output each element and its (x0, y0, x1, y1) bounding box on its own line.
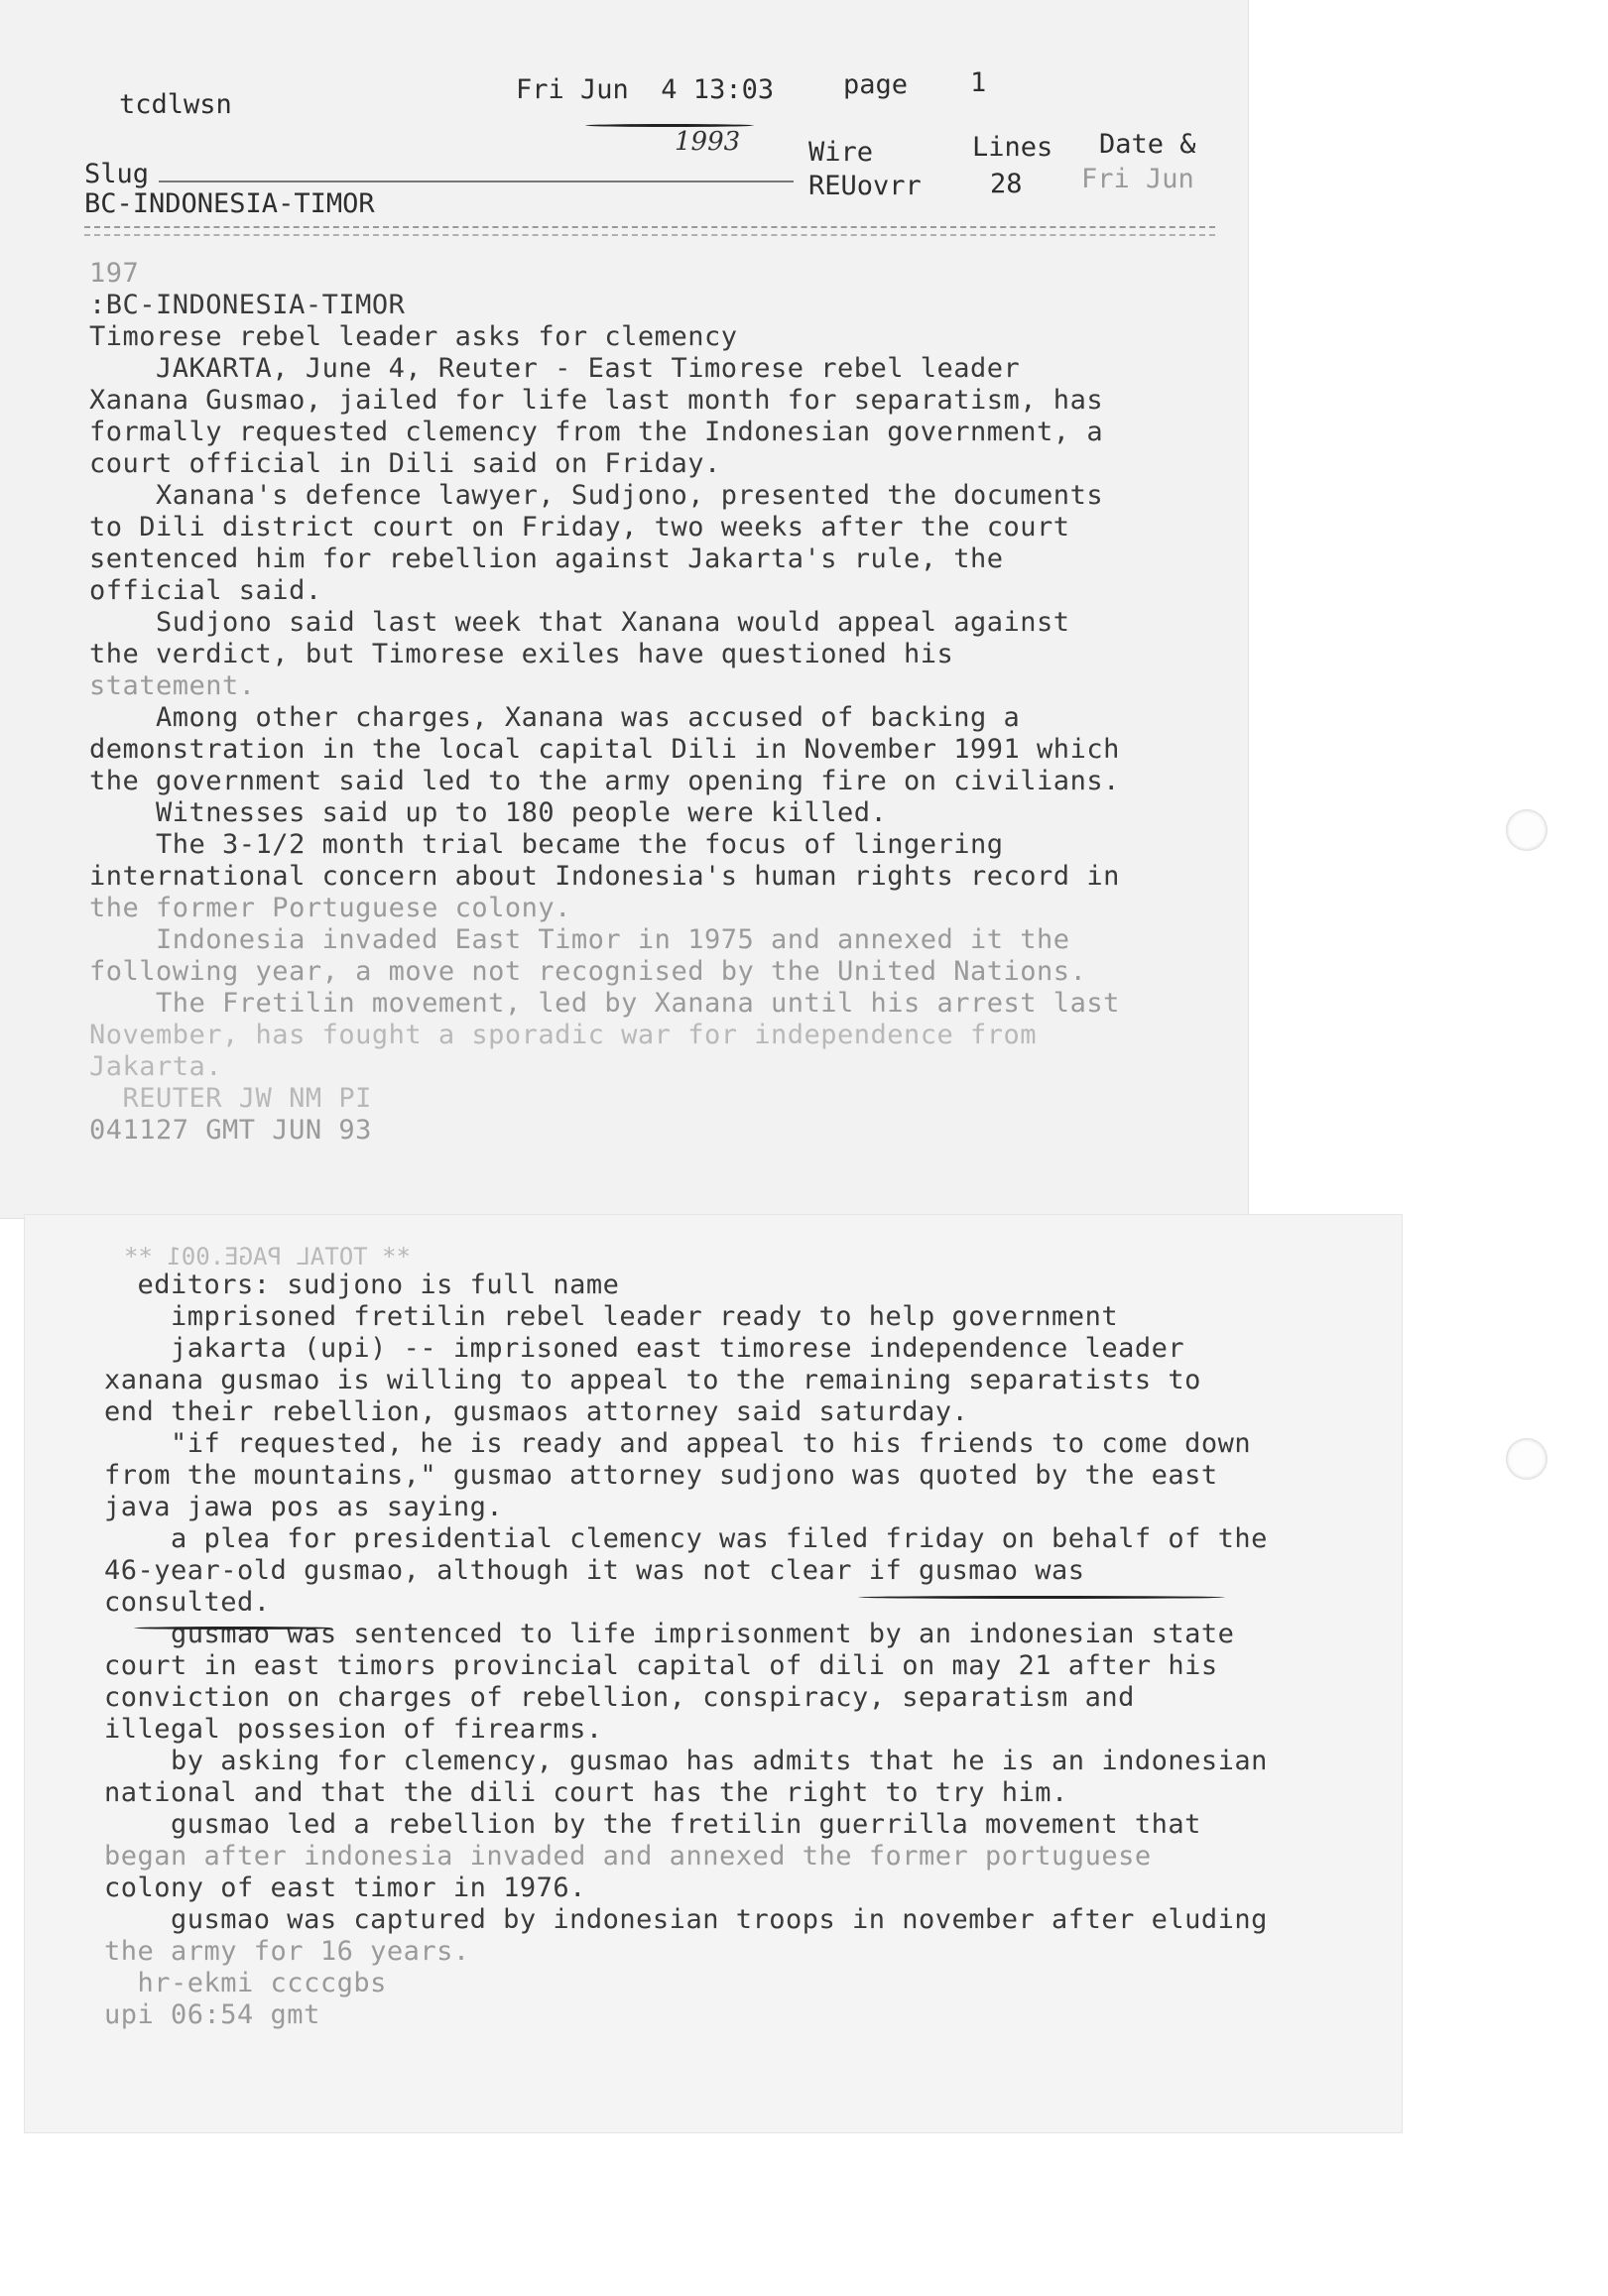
mirrored-total-page: ** TOTAL PAGE.001 ** (124, 1243, 411, 1270)
reuters-clipping (0, 0, 1248, 1218)
header-separator (84, 226, 1215, 228)
story-line: conviction on charges of rebellion, conspiracy, separatism and (104, 1682, 1135, 1713)
upi-clipping (25, 1215, 1402, 2132)
story-line: java jawa pos as saying. (104, 1492, 504, 1522)
story-line: November, has fought a sporadic war for independence from (89, 1020, 1038, 1050)
story-line: official said. (89, 575, 322, 606)
story-headline: Timorese rebel leader asks for clemency (89, 321, 738, 352)
date-label: Date & (1099, 129, 1196, 160)
story-line: jakarta (upi) -- imprisoned east timorese independence leader (104, 1333, 1185, 1364)
reverse-side-bleed (40, 2142, 1171, 2271)
wire-label: Wire (808, 137, 874, 168)
story-line: Jakarta. (89, 1051, 223, 1082)
story-line: by asking for clemency, gusmao has admits that he is an indonesian (104, 1746, 1268, 1776)
punch-hole (1506, 1438, 1547, 1480)
story-line: national and that the dili court has the right to try him. (104, 1777, 1068, 1808)
header-separator-2 (84, 234, 1215, 236)
wire-value: REUovrr (808, 171, 922, 201)
page-label: page (843, 69, 909, 100)
story-line: gusmao was sentenced to life imprisonment by an indonesian state (104, 1619, 1235, 1649)
lines-value: 28 (990, 169, 1023, 199)
page-number: 1 (970, 67, 987, 98)
story-line: court official in Dili said on Friday. (89, 448, 721, 479)
story-line: demonstration in the local capital Dili in November 1991 which (89, 734, 1120, 765)
story-line: colony of east timor in 1976. (104, 1873, 586, 1903)
story-line: editors: sudjono is full name (104, 1269, 620, 1300)
date-value: Fri Jun (1081, 164, 1194, 194)
lines-label: Lines (972, 132, 1053, 163)
story-line: began after indonesia invaded and annexed the former portuguese (104, 1841, 1152, 1872)
story-line: Xanana Gusmao, jailed for life last month for separatism, has (89, 385, 1104, 416)
story-line: the verdict, but Timorese exiles have questioned his (89, 639, 954, 669)
story-signoff: REUTER JW NM PI (89, 1083, 372, 1114)
print-datetime: Fri Jun 4 13:03 (516, 74, 775, 105)
story-line: "if requested, he is ready and appeal to his friends to come down (104, 1428, 1252, 1459)
story-line: Among other charges, Xanana was accused of backing a (89, 702, 1021, 733)
upi-story (104, 1269, 1394, 2031)
story-line: Witnesses said up to 180 people were killed. (89, 797, 888, 828)
story-line: gusmao was captured by indonesian troops in november after eluding (104, 1904, 1268, 1935)
story-line: gusmao led a rebellion by the fretilin guerrilla movement that (104, 1809, 1201, 1840)
story-line: the army for 16 years. (104, 1936, 470, 1967)
slug-underline (159, 181, 794, 182)
story-line: following year, a move not recognised by the United Nations. (89, 956, 1087, 987)
pen-underline-consulted (134, 1627, 332, 1630)
handwritten-year: 1993 (675, 127, 741, 157)
pen-underline-clear (858, 1596, 1225, 1599)
slug-value: BC-INDONESIA-TIMOR (84, 188, 375, 219)
story-line: Sudjono said last week that Xanana would appeal against (89, 607, 1070, 638)
story-line: sentenced him for rebellion against Jakarta's rule, the (89, 544, 1004, 574)
story-line: from the mountains," gusmao attorney sudjono was quoted by the east (104, 1460, 1218, 1491)
story-line: court in east timors provincial capital of dili on may 21 after his (104, 1650, 1218, 1681)
terminal-id: tcdlwsn (119, 89, 232, 120)
story-line: international concern about Indonesia's human rights record in (89, 861, 1120, 892)
reuters-story (89, 258, 1220, 1147)
story-signoff: hr-ekmi ccccgbs (104, 1968, 387, 1998)
story-line: Xanana's defence lawyer, Sudjono, presented the documents (89, 480, 1104, 511)
story-line: :BC-INDONESIA-TIMOR (89, 290, 406, 320)
story-line: a plea for presidential clemency was filed friday on behalf of the (104, 1523, 1268, 1554)
story-timestamp: upi 06:54 gmt (104, 1999, 320, 2030)
story-line: the government said led to the army opening fire on civilians. (89, 766, 1120, 796)
story-line: xanana gusmao is willing to appeal to the remaining separatists to (104, 1365, 1201, 1395)
story-line: The Fretilin movement, led by Xanana until his arrest last (89, 988, 1120, 1019)
story-timestamp: 041127 GMT JUN 93 (89, 1115, 372, 1146)
story-line: formally requested clemency from the Indonesian government, a (89, 417, 1104, 447)
story-line: statement. (89, 670, 256, 701)
story-line: JAKARTA, June 4, Reuter - East Timorese rebel leader (89, 353, 1021, 384)
story-headline: imprisoned fretilin rebel leader ready to help government (104, 1301, 1119, 1332)
punch-hole (1506, 809, 1547, 851)
story-line: Indonesia invaded East Timor in 1975 and annexed it the (89, 924, 1070, 955)
story-line: the former Portuguese colony. (89, 893, 571, 923)
story-line: consulted. (104, 1587, 271, 1618)
story-line: 46-year-old gusmao, although it was not clear if gusmao was (104, 1555, 1085, 1586)
story-line: end their rebellion, gusmaos attorney said saturday. (104, 1396, 969, 1427)
story-line: to Dili district court on Friday, two weeks after the court (89, 512, 1070, 543)
story-line: The 3-1/2 month trial became the focus of lingering (89, 829, 1004, 860)
story-line: illegal possesion of firearms. (104, 1714, 603, 1745)
story-line: 197 (89, 258, 140, 289)
slug-label: Slug (84, 159, 150, 189)
